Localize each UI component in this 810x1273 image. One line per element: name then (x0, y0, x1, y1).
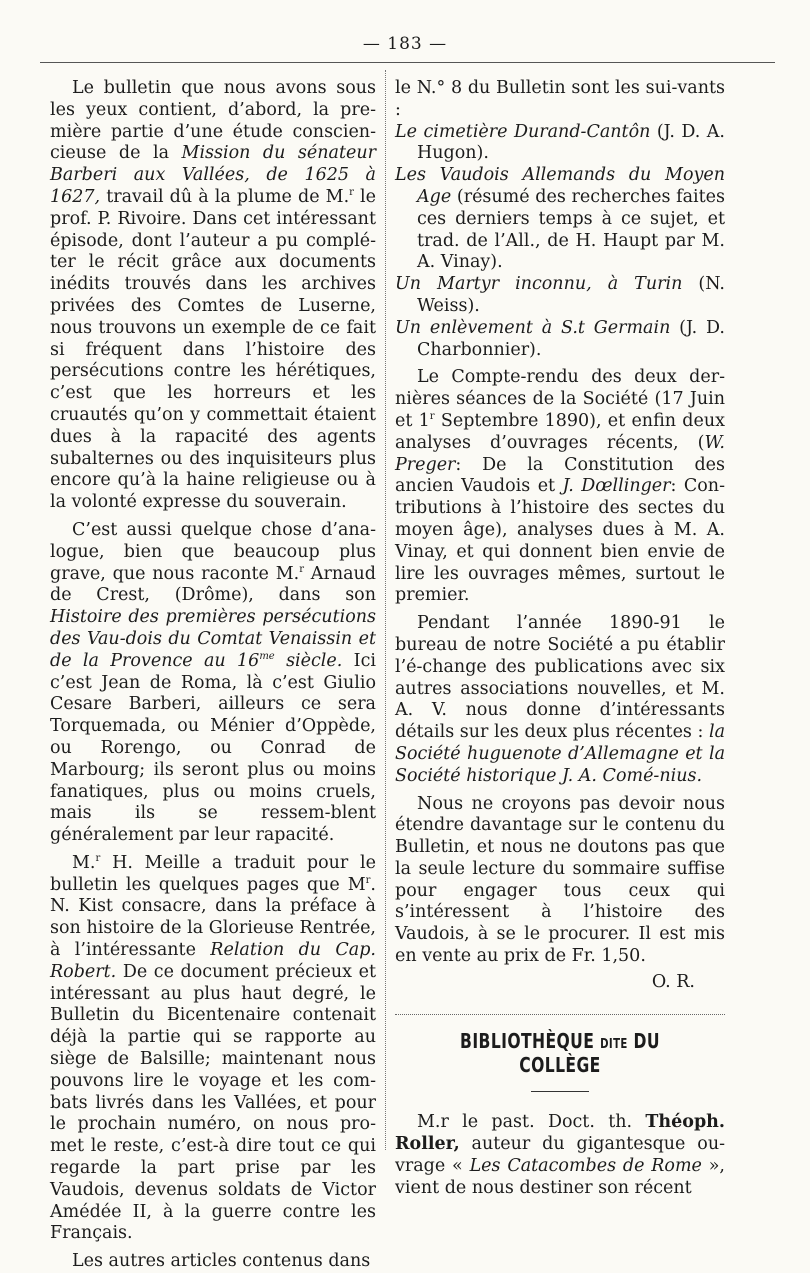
article-title: Le cimetière Durand-Cantôn (395, 121, 651, 142)
section-title-small: DITE (600, 1036, 628, 1052)
italic-text: W. Preger (395, 432, 725, 475)
text-run: M. (72, 852, 96, 873)
section-title (431, 1028, 688, 1078)
text-run: H. Meille a traduit pour le bulletin les quelques pages que M (50, 852, 376, 895)
italic-text: Les Catacombes de Rome (469, 1155, 702, 1176)
page-number: — 183 — (362, 34, 448, 54)
paragraph (395, 794, 725, 968)
article-details: (N. Weiss). (417, 274, 725, 316)
article-entry (395, 274, 725, 318)
text-run: M.r le past. Doct. th. (417, 1112, 646, 1133)
section-divider (395, 1014, 725, 1015)
superscript: r (299, 563, 304, 575)
text-run: : Con-tributions à l’histoire des sectes du moyen âge), analyses dues à M. A. Vinay, et qui donnent bien envie de lire les ouvrages mêmes, surtout le premier. (395, 476, 725, 606)
text-run: Le Compte-rendu des deux der-nières séances de la Société (17 Juin et 1 (395, 367, 725, 431)
article-details: (résumé des recherches faites ces derniers temps à ce sujet, et trad. de l’All., de H. Haupt par M. A. Vinay). (417, 186, 725, 273)
article-title: Les Vaudois Allemands du Moyen Age (395, 165, 725, 207)
paragraph (395, 367, 725, 607)
text-run: . N. Kist consacre, dans la préface à son histoire de la Glorieuse Rentrée, à l’intéressante (50, 874, 376, 961)
text-run: Septembre 1890), et enfin deux analyses d’ouvrages récents, ( (395, 410, 725, 453)
text-run: auteur du gigantesque ou-vrage « (395, 1134, 725, 1176)
column-divider (385, 70, 386, 1150)
italic-text: J. Dœllinger (562, 476, 671, 497)
section-title-part: DU COLLÈGE (519, 1028, 660, 1078)
text-run: C’est aussi quelque chose d’ana-logue, bien que beaucoup plus grave, que nous raconte M. (50, 519, 376, 584)
short-rule (531, 1091, 589, 1092)
signature: O. R. (651, 971, 695, 992)
paragraph (50, 1251, 376, 1273)
text-run: Le bulletin que nous avons sous les yeux contient, d’abord, la pre-mière partie d’une étude conscien-cieuse de la (50, 78, 376, 164)
text-run: le prof. P. Rivoire. Dans cet intéressant épisode, dont l’auteur a pu complé-ter le récit grâce aux documents inédits trouvés dans les archives privées des Comtes de Luserne, nous trouvons un exemple de ce fait si fréquent dans l’histoire des persécutions contre les hérétiques, c’est que les horreurs et les cruautés qu’on y commettait étaient dues à la rapacité des agents subalternes ou des inquisiteurs plus encore qu’à la haine religieuse ou à la volonté expresse du souverain. (50, 186, 376, 513)
intro-text: le N.° 8 du Bulletin sont les sui-vants : (395, 78, 725, 120)
text-run: travail dû à la plume de M. (100, 186, 350, 207)
superscript: me (259, 650, 275, 662)
text-run: De ce document précieux et intéressant au plus haut degré, le Bulletin du Bicentenaire contenait déjà la partie qui se rapporte au siège de Balsille; maintenant nous pouvons lire le voyage et les com-bats livrés dans les Vallées, et pour le prochain numéro, on nous pro-met le reste, c’est-à dire tout ce qui regarde la part prise par les Vaudois, devenus soldats de Victor Amédée II, à la guerre contre les Français. (50, 961, 376, 1244)
text-run: Ici c’est Jean de Roma, là c’est Giulio Cesare Barberi, ailleurs ce sera Torquemada, ou Ménier d’Oppède, ou Rorengo, ou Conrad de Marbourg; ils seront plus ou moins fanatiques, plus ou moins cruels, mais ils se ressem-blent généralement par leur rapacité. (50, 650, 376, 846)
text-run: Arnaud de Crest, (Drôme), dans son (50, 563, 376, 606)
italic-text: siècle. (274, 650, 343, 671)
text-run: », vient de nous destiner son récent (395, 1155, 725, 1198)
italic-text: Relation du Cap. Robert. (50, 940, 376, 982)
article-entry (395, 122, 725, 166)
section-title-part: BIBLIOTHÈQUE (460, 1028, 595, 1053)
paragraph (50, 78, 376, 514)
paragraph (395, 613, 725, 787)
text-run: Nous ne croyons pas devoir nous étendre davantage sur le contenu du Bulletin, et nous ne doutons pas que la seule lecture du sommaire suffise pour engager tous ceux qui s’intéressent à l’histoire des Vaudois, à se le procurer. Il est mis en vente au prix de Fr. 1,50. (395, 793, 725, 967)
article-title: Un enlèvement à S.t Germain (395, 317, 671, 338)
header-rule (40, 62, 775, 63)
article-title: Un Martyr inconnu, à Turin (395, 274, 683, 295)
article-details: (J. D. A. Hugon). (417, 121, 725, 164)
superscript: r (349, 187, 354, 199)
paragraph (395, 1112, 725, 1199)
paragraph (50, 853, 376, 1245)
text-run: : De la Constitution des ancien Vaudois et (395, 454, 725, 497)
right-column (395, 78, 725, 1199)
italic-text: la Société huguenote d’Allemagne et la Société historique J. A. Comé-nius. (395, 722, 725, 786)
italic-text: Mission du sénateur Barberi aux Vallées, de 1625 à 1627, (50, 143, 377, 207)
article-entry (395, 318, 725, 362)
bold-text: Théoph. Roller, (395, 1112, 725, 1155)
superscript: r (429, 411, 435, 423)
article-details: (J. D. Charbonnier). (417, 317, 725, 360)
superscript: r (95, 853, 101, 865)
text-run: Les autres articles contenus dans (72, 1251, 371, 1272)
left-column (50, 78, 376, 1273)
italic-text: Histoire des premières persécutions des Vau-dois du Comtat Venaissin et de la Provence au 16 (50, 607, 376, 671)
superscript: r (365, 874, 371, 886)
text-run: Pendant l’année 1890-91 le bureau de notre Société a pu établir l’é-change des publications avec six autres associations nouvelles, et M. A. V. nous donne d’intéressants détails sur les deux plus récentes : (395, 613, 725, 743)
article-entry (395, 165, 725, 274)
paragraph (50, 520, 376, 847)
